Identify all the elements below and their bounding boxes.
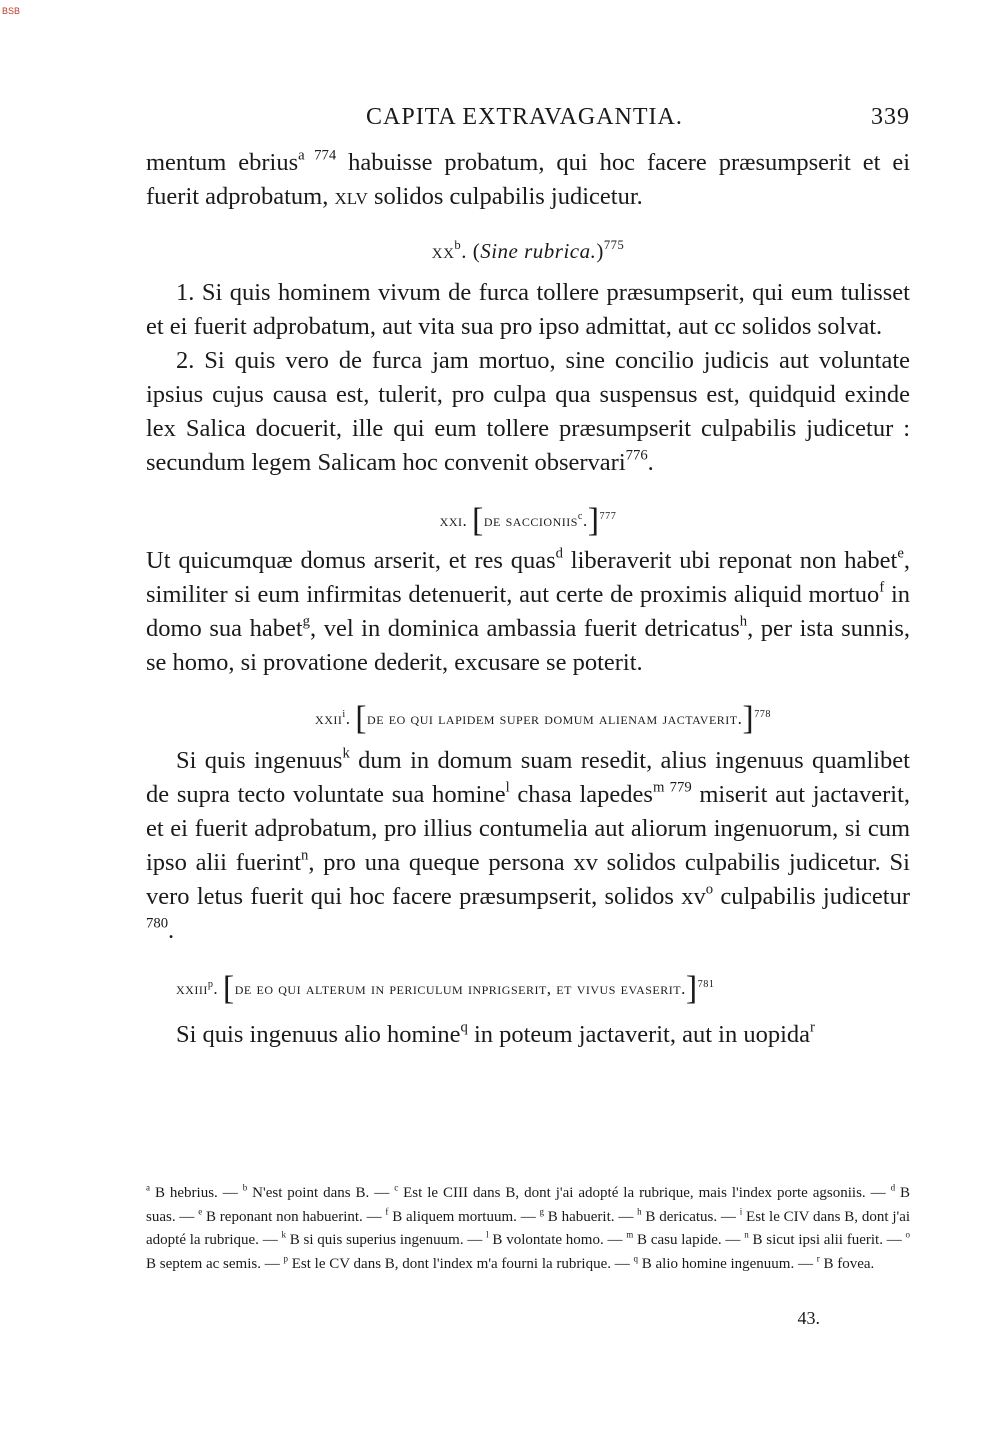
footnote-text: Est le CIII dans B, dont j'ai adopté la rubrique, mais l'index porte agsoniis. bbox=[398, 1185, 866, 1201]
footnote-marker: e bbox=[198, 1206, 203, 1217]
paragraph-continuation: mentum ebrius$^{a 774}$ habuisse probatum, qui hoc facere præsumpserit et ei fuerit adprobatum, xlv solidos culpabilis judicetur. bbox=[146, 147, 910, 210]
footnote-text: Est le CIV dans B, dont j'ai adopté la rubrique. bbox=[146, 1208, 911, 1248]
footnote bbox=[385, 1206, 517, 1225]
footnote-text: B aliquem mortuum. bbox=[388, 1208, 517, 1225]
chapter-heading-23: xxiii$^p$. [de eo qui alterum in periculum inprigserit, et vivus evaserit.]$^{781}$ bbox=[176, 970, 715, 1007]
footnote-marker: r bbox=[816, 1253, 820, 1264]
footnote-marker: f bbox=[385, 1206, 389, 1217]
footnote bbox=[486, 1229, 604, 1248]
chapter-heading-20: $xx^b$. (Sine rubrica.)$^{775}$ bbox=[431, 238, 625, 263]
main-text bbox=[146, 146, 910, 1052]
footnote-marker: d bbox=[890, 1182, 896, 1193]
paragraph-20-2: 2. Si quis vero de furca jam mortuo, sine concilio judicis aut voluntate ipsius cujus causa est, tulerit, pro culpa qua suspensus est, quidquid exinde lex Salica docuerit, ille qui eum tollere præsumpserit culpabilis judicetur : secundum legem Salicam hoc convenit observari$^{776}$. bbox=[146, 347, 910, 476]
paragraph-22: Si quis ingenuus$^k$ dum in domum suam resedit, alius ingenuus quamlibet de supra tecto voluntate sua homine$^l$ chasa lapedes$^{m 779}$ miserit aut jactaverit, et ei fuerit adprobatum, pro illius contumelia aut aliorum ingenuorum, si cum ipso alii fuerint$^n$, pro una queque persona xv solidos culpabilis judicetur. Si vero letus fuerit qui hoc facere præsumpserit, solidos $xv^o$ culpabilis judicetur $^{780}$. bbox=[146, 745, 911, 944]
footnote-text: B fovea. bbox=[819, 1255, 875, 1272]
footnote-marker: m bbox=[626, 1229, 634, 1240]
footnotes: $^a$ B hebrius. — $^b$ N'est point dans B. — $^c$ Est le CIII dans B, dont j'ai adopté la rubrique, mais l'index porte agsoniis. — $^d$ B suas. — $^e$ B reponant non habuerint. — $^f$ B aliquem mortuum. — $^g$ B habuerit. — $^h$ B dericatus. — $^i$ Est le CIV dans B, dont j'ai adopté la rubrique. — $^k$ B si quis superius ingenuum. — $^l$ B volontate homo. — $^m$ B casu lapide. — $^n$ B sicut ipsi alii fuerit. — $^o$ B septem ac semis. — $^p$ Est le CV dans B, dont l'index m'a fourni la rubrique. — $^q$ B alio homine ingenuum. — $^r$ B fovea. bbox=[146, 1182, 911, 1272]
footnote-marker: g bbox=[539, 1206, 544, 1217]
footnote bbox=[198, 1206, 363, 1225]
footnote bbox=[242, 1182, 370, 1201]
chapter-heading-22: xxii$^i$. [de eo qui lapidem super domum alienam jactaverit.]$^{778}$ bbox=[315, 700, 771, 737]
footnote-text: B volontate homo. bbox=[488, 1232, 604, 1248]
footnote-text: B hebrius. bbox=[150, 1185, 218, 1201]
footnote-marker: q bbox=[633, 1253, 638, 1264]
running-title: CAPITA EXTRAVAGANTIA. bbox=[366, 104, 683, 130]
footnote bbox=[539, 1206, 615, 1225]
footnote-marker: b bbox=[242, 1182, 248, 1193]
footnote bbox=[744, 1229, 883, 1248]
footnote bbox=[283, 1253, 611, 1272]
footnote bbox=[816, 1253, 875, 1272]
running-header bbox=[146, 104, 910, 136]
footnote bbox=[633, 1253, 795, 1272]
footnote bbox=[281, 1229, 464, 1248]
footnote-marker: a bbox=[146, 1182, 150, 1193]
footnote-text: B habuerit. bbox=[544, 1208, 615, 1225]
page-number: 339 bbox=[871, 104, 910, 130]
chapter-heading-21: xxi. [de saccioniis$^c$.]$^{777}$ bbox=[439, 502, 617, 539]
footnote-marker: p bbox=[283, 1253, 288, 1264]
footnote-text: B suas. bbox=[146, 1185, 911, 1225]
library-stamp: BSB bbox=[2, 6, 21, 16]
footnote-text: B dericatus. bbox=[641, 1208, 718, 1225]
footnote-marker: n bbox=[744, 1229, 749, 1240]
footnote-marker: c bbox=[394, 1182, 399, 1193]
paragraph-21: Ut quicumquæ domus arserit, et res quas$^d$ liberaverit ubi reponat non habet$^e$, similiter si eum infirmitas detenuerit, aut certe de proximis aliquid mortuo$^f$ in domo sua habet$^g$, vel in dominica ambassia fuerit detricatus$^h$, per ista sunnis, se homo, si provatione dederit, excusare se poterit. bbox=[146, 545, 910, 676]
footnote-text: B sicut ipsi alii fuerit. bbox=[748, 1232, 883, 1248]
footnote-text: B si quis superius ingenuum. bbox=[285, 1232, 464, 1248]
paragraph-23: Si quis ingenuus alio homine$^q$ in poteum jactaverit, aut in uopida$^r$ bbox=[176, 1019, 815, 1048]
footnote-marker: o bbox=[905, 1229, 911, 1240]
footnote-text: N'est point dans B. bbox=[247, 1185, 370, 1201]
paragraph-20-1: 1. Si quis hominem vivum de furca tollere præsumpserit, qui eum tulisset et ei fuerit adprobatum, aut vita sua pro ipso admittat, aut cc solidos solvat. bbox=[146, 279, 910, 340]
footnote bbox=[146, 1182, 218, 1201]
footnote-marker: l bbox=[486, 1229, 489, 1240]
footnote bbox=[637, 1206, 718, 1225]
footnote bbox=[626, 1229, 722, 1248]
footnote-text: B reponant non habuerint. bbox=[202, 1208, 363, 1225]
footnote-marker: k bbox=[281, 1229, 286, 1240]
footnote bbox=[394, 1182, 866, 1201]
footnote-marker: h bbox=[637, 1206, 642, 1217]
footnote-text: B alio homine ingenuum. bbox=[637, 1255, 795, 1272]
footnote-text: Est le CV dans B, dont l'index m'a fourni la rubrique. bbox=[287, 1255, 611, 1272]
footnote-text: B casu lapide. bbox=[633, 1232, 722, 1248]
footnote-marker: i bbox=[739, 1206, 743, 1217]
signature-mark: 43. bbox=[797, 1308, 820, 1328]
footnote-text: B septem ac semis. bbox=[146, 1255, 261, 1272]
